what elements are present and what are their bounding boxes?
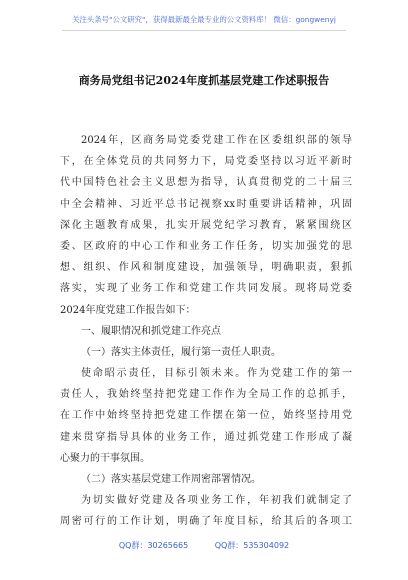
body-line: 使命昭示责任，目标引领未来。作为党建工作的第一 (81, 368, 352, 380)
body-line: 责任人，我始终坚持把党建工作作为全局工作的总抓手， (60, 389, 352, 401)
document-body (60, 130, 352, 533)
body-line: 委、区政府的中心工作和业务工作任务，切实加强党的思 (60, 240, 352, 252)
footer-contact (0, 540, 408, 551)
body-line: 想、组织、作风和制度建设，加强领导，明确职责，狠抓 (60, 262, 352, 274)
body-line: 2024年，区商务局党委党建工作在区委组织部的领导 (81, 135, 352, 146)
header-banner: 关注头条号"公文研究"，获得最新最全最专业的公文资料库！ 微信：gongwenyj (72, 15, 336, 24)
body-line: 下，在全体党员的共同努力下，局党委坚持以习近平新时 (60, 156, 352, 168)
subsection-heading: （一）落实主体责任，履行第一责任人职责。 (81, 346, 281, 358)
body-line: 代中国特色社会主义思想为指导，认真贯彻党的二十届三 (60, 177, 352, 189)
body-line: 2024年度党建工作报告如下： (60, 304, 196, 316)
header-divider (62, 30, 346, 31)
body-line: 中全会精神、习近平总书记视察xx时重要讲话精神，巩固 (60, 198, 352, 210)
subsection-heading: （二）落实基层党建工作周密部署情况。 (81, 474, 261, 485)
footer-qq-group-2: QQ群：535304092 (214, 541, 290, 550)
body-line: 心聚力的干事氛围。 (60, 452, 150, 464)
body-line: 落实，实现了业务工作和党建工作共同发展。现将局党委 (60, 283, 352, 295)
footer-qq-group-1: QQ群：30265665 (118, 541, 189, 550)
body-line: 建来贯穿指导具体的业务工作，通过抓党建工作形成了凝 (60, 431, 352, 443)
body-line: 为切实做好党建及各项业务工作，年初我们就制定了 (81, 495, 352, 507)
body-line: 深化主题教育成果，扎实开展党纪学习教育，紧紧围绕区 (60, 219, 352, 231)
body-line: 周密可行的工作计划，明确了年度目标，给其后的各项工 (60, 516, 352, 528)
section-heading: 一、履职情况和抓党建工作亮点 (81, 325, 221, 337)
document-title: 商务局党组书记2024年度抓基层党建工作述职报告 (78, 74, 330, 87)
body-line: 在工作中始终坚持把党建工作摆在第一位，始终坚持用党 (60, 410, 352, 422)
